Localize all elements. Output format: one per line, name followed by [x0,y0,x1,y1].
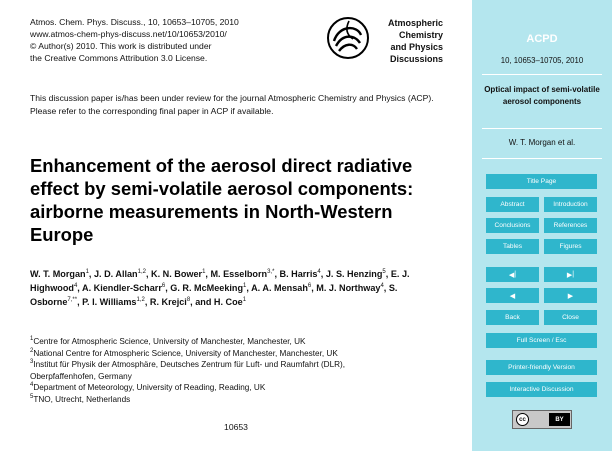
journal-citation [30,16,239,64]
affiliation-text: Institut für Physik der Atmosphäre, Deutsches Zentrum für Luft- und Raumfahrt (DLR), [33,360,346,370]
journal-line: Atmos. Chem. Phys. Discuss., 10, 10653–10705, 2010 [30,17,239,27]
author: K. N. Bower [151,269,203,279]
author: H. Coe [213,297,243,308]
author-separator: , [311,283,317,294]
author-affiliation-mark: 3,* [267,269,275,275]
by-icon: BY [549,413,570,426]
arrow-left-icon: ◀ [509,292,516,300]
author: J. D. Allan [93,269,138,279]
skip-first-icon: ◀ [508,271,515,279]
logo-line: Chemistry [398,30,443,40]
conclusions-button[interactable]: Conclusions [486,218,539,233]
author-separator: , [274,269,280,279]
interactive-discussion-button[interactable]: Interactive Discussion [486,382,597,397]
affiliation-text: Oberpfaffenhofen, Germany [30,371,132,381]
author-affiliation-mark: 1 [243,283,247,290]
author: S. Osborne [30,283,398,308]
author: G. R. McMeeking [170,283,244,294]
author-separator: , [205,269,211,279]
affiliation-text: TNO, Utrecht, Netherlands [33,394,131,404]
abstract-button[interactable]: Abstract [486,197,539,212]
affiliation [30,371,450,383]
first-page-button[interactable] [486,267,539,282]
logo-line: and Physics [390,42,443,52]
author-affiliation-mark: 6 [161,283,166,290]
full-screen-button[interactable]: Full Screen / Esc [486,333,597,348]
author-separator: , [320,269,326,279]
author: P. I. Williams [82,297,137,308]
previous-page-button[interactable] [486,288,539,303]
journal-abbrev: ACPD [526,33,558,45]
journal-url[interactable]: www.atmos-chem-phys-discuss.net/10/10653/2010/ [30,29,227,39]
title-page-button[interactable]: Title Page [486,174,597,189]
journal-line: © Author(s) 2010. This work is distributed under [30,41,212,51]
author: B. Harris [279,269,318,279]
author-affiliation-mark: 8 [186,297,191,304]
journal-line: the Creative Commons Attribution 3.0 License. [30,53,208,63]
review-notice: This discussion paper is/has been under review for the journal Atmospheric Chemistry and Physics (ACP). Please refer to the corresponding final paper in ACP if available. [30,93,434,116]
author-affiliation-mark: 1 [242,297,247,304]
affiliation-number: 2 [30,347,34,354]
journal-logo [325,15,445,73]
introduction-button[interactable]: Introduction [544,197,597,212]
author-list [30,267,448,310]
author-affiliation-mark: 4 [380,283,384,290]
bar-icon: | [572,271,575,278]
author-affiliation-mark: 6 [307,283,312,290]
author-affiliation-mark: 7,** [67,297,78,304]
arrow-right-icon: ▶ [567,292,574,300]
page-number: 10653 [224,422,248,432]
author-affiliation-mark: 1,2 [136,297,145,304]
author-affiliation-mark: 1 [85,269,89,275]
logo-line: Atmospheric [387,18,443,28]
author: J. S. Henzing [325,269,383,279]
divider [482,128,602,129]
affiliation-number: 1 [30,336,34,342]
affiliation [30,382,450,394]
author: E. J. Highwood [30,269,410,294]
author: M. J. Northway [316,283,381,294]
author-separator: , and [190,297,214,308]
divider [482,158,602,159]
creative-commons-badge[interactable] [512,410,572,429]
skip-last-icon: ▶ [566,271,573,279]
affiliation-number: 3 [30,359,34,366]
author-separator: , [77,297,83,308]
short-authors: W. T. Morgan et al. [508,138,576,147]
bar-icon: | [514,271,517,278]
author-affiliation-mark: 5 [382,269,386,275]
author-separator: , [88,269,94,279]
affiliation [30,348,450,360]
affiliation-number: 5 [30,393,34,400]
volume-reference: 10, 10653–10705, 2010 [500,56,584,65]
author: W. T. Morgan [30,269,86,279]
paper-title: Enhancement of the aerosol direct radiative effect by semi-volatile aerosol components: airborne measurements in North-Western Europe [30,155,414,245]
author-separator: , [165,283,171,294]
cc-icon: cc [516,413,529,426]
affiliation-text: Department of Meteorology, University of Reading, Reading, UK [33,383,266,393]
author-affiliation-mark: 4 [73,283,78,290]
author-separator: , [385,269,391,279]
affiliation-number: 4 [30,382,34,389]
author-separator: , [77,283,83,294]
back-button[interactable]: Back [486,310,539,325]
affiliation-text: Centre for Atmospheric Science, University of Manchester, Manchester, UK [33,337,306,346]
close-button[interactable]: Close [544,310,597,325]
references-button[interactable]: References [544,218,597,233]
short-title: Optical impact of semi-volatile aerosol components [484,85,600,106]
tables-button[interactable]: Tables [486,239,539,254]
author-separator: , [383,283,389,294]
author-affiliation-mark: 4 [317,269,321,275]
affiliation [30,394,450,406]
affiliation-list [30,336,450,406]
author: A. Kiendler-Scharr [82,283,162,294]
egu-swirl-icon [325,15,371,61]
author-separator: , [145,269,152,279]
next-page-button[interactable] [544,288,597,303]
printer-friendly-button[interactable]: Printer-friendly Version [486,360,597,375]
divider [482,74,602,75]
author: R. Krejci [149,297,187,308]
affiliation [30,336,450,348]
last-page-button[interactable] [544,267,597,282]
author-affiliation-mark: 1,2 [137,269,146,275]
author: M. Esselborn [210,269,268,279]
logo-wordmark [369,17,443,65]
author-separator: , [144,297,150,308]
author-separator: , [246,283,252,294]
logo-line: Discussions [389,54,443,64]
author: A. A. Mensah [251,283,308,294]
figures-button[interactable]: Figures [544,239,597,254]
author-affiliation-mark: 1 [202,269,206,275]
affiliation [30,359,450,371]
affiliation-text: National Centre for Atmospheric Science, University of Manchester, Manchester, UK [33,348,338,358]
